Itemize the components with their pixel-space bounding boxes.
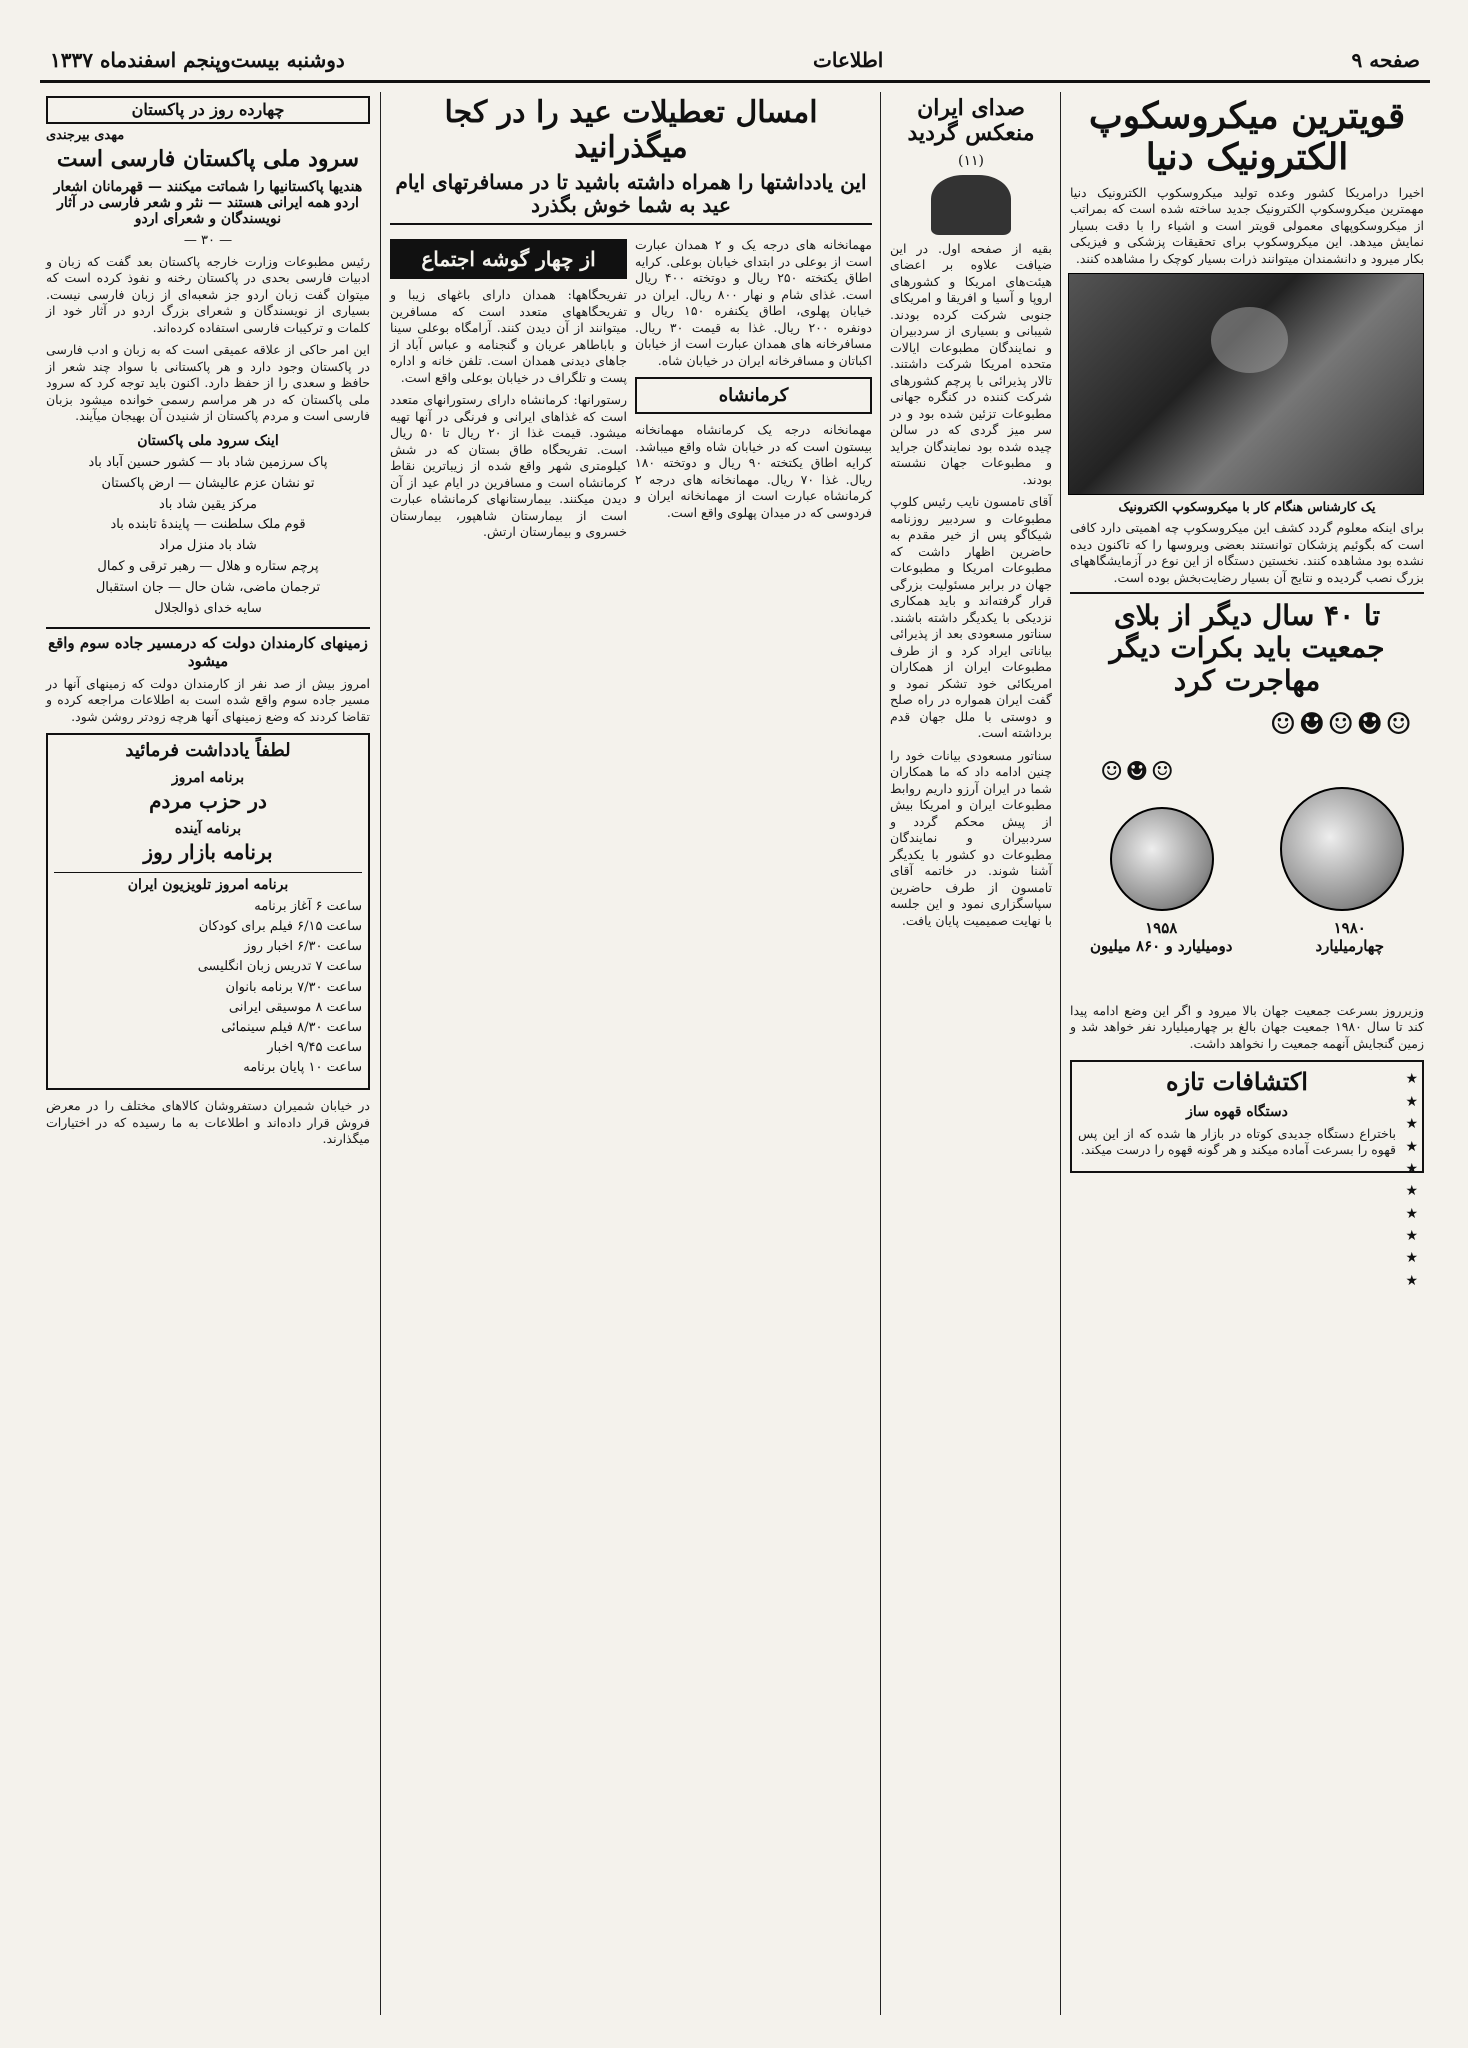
subhead-holidays: این یادداشتها را همراه داشته باشید تا در مسافرتهای ایام عید به شما خوش بگذرد (390, 171, 872, 225)
masthead (40, 40, 1430, 83)
globe-1980-icon (1280, 787, 1404, 911)
program-market: برنامه بازار روز (143, 840, 273, 865)
holidays-columns (390, 231, 872, 547)
year-1980: ۱۹۸۰ (1333, 918, 1366, 937)
people-figures-small-icon: ☺☻☺ (1100, 756, 1176, 787)
label-1980 (1315, 919, 1384, 955)
article-iran-body-2: آقای تامسون نایب رئیس کلوپ مطبوعات و سردبیر روزنامه شیکاگو پس از خیر مقدم به حاضرین اظهار داشت که مطبوعات امریکا و مطبوعات جهان در برابر مسئولیت بزرگی قرار گرفته‌اند و باید همکاری نزدیکی با یکدیگر داشته باشند. سناتور مسعودی بعد از پذیرائی بیاناتی ایراد کرد و از طرف مطبوعات ایران از همکاران امریکائی خود تشکر نمود و گفت ایران همواره در راه صلح و دوستی با ملل جهان قدم برداشته است. (890, 494, 1052, 741)
anthem-text: پاک سرزمین شاد باد — کشور حسین آباد باد تو نشان عزم عالیشان — ارض پاکستان مرکز یقین شاد باد قوم ملک سلطنت — پایندهٔ تابنده باد شاد باد منزل مراد پرچم ستاره و هلال — رهبر ترقی و کمال ترجمان ماضی، شان حال — جان استقبال سایه خدای ذوالجلال (88, 454, 328, 616)
program-party: در حزب مردم (149, 789, 267, 814)
headline-discoveries: اکتشافات تازه (1166, 1067, 1308, 1097)
article-kermanshah-body: مهمانخانه درجه یک کرمانشاه مهمانخانه بیستون است که در خیابان شاه واقع میباشد. کرایه اطاق یکتخته ۹۰ ریال و دوتخته ۱۸۰ ریال. غذا ۷۰ ریال. مهمانخانه های درجه ۲ کرمانشاه عبارت است از مهمانخانه ایران و فردوسی که در میدان پهلوی واقع است. (635, 422, 873, 520)
anthem-title: اینک سرود ملی پاکستان (137, 432, 279, 449)
article-number: — ۳۰ — (183, 232, 233, 248)
notes-box (46, 733, 370, 1090)
headline-population: تا ۴۰ سال دیگر از بلای جمعیت باید بکرات دیگر مهاجرت کرد (1070, 592, 1424, 697)
notes-box-title: لطفاً یادداشت فرمائید (125, 740, 291, 762)
paper-name: اطلاعات (813, 48, 884, 72)
discoveries-box (1070, 1060, 1424, 1289)
article-iran-body: بقیه از صفحه اول. در این ضیافت علاوه بر اعضای هیئت‌های امریکا و کشورهای اروپا و آسیا و افریقا و امریکای جنوبی شرکت کرده بودند. شیبانی و بسیاری از سردبیران و نمایندگان مطبوعات ایالات متحده امریکا شرکت داشتند. تالار پذیرائی با پرچم کشورهای شرکت کننده در کنگره جهانی مطبوعات تزئین شده بود و در سر میز گردی که در سالن چیده شده بود نمایندگان جراید و مطبوعات جهان نشسته بودند. (890, 240, 1052, 487)
column-rule (880, 92, 881, 2015)
column-microscope (1064, 92, 1430, 2015)
program-tv-title: برنامه امروز تلویزیون ایران (54, 872, 362, 893)
article-hamadan-body: مهمانخانه های درجه یک و ۲ همدان عبارت است از بوعلی در ابتدای خیابان بوعلی. کرایه اطاق یکتخته ۲۵۰ ریال و دوتخته ۴۰۰ ریال است. غذای شام و نهار ۸۰۰ ریال. ایران در خیابان پهلوی، اطاق یکنفره ۱۵۰ ریال و دونفره ۲۰۰ ریال. غذا به قیمت ۳۰ ریال. مسافرخانه های همدان عبارت است از خیابان اکباتان و مسافرخانه ایران در خیابان شاه. (635, 237, 873, 368)
list-item: ساعت ۷ تدریس زبان انگلیسی (197, 959, 362, 975)
list-item: ساعت ۶/۱۵ فیلم برای کودکان (198, 919, 362, 935)
headline-iran-voice: صدای ایران منعکس گردید (907, 95, 1035, 147)
article-number: (۱۱) (958, 152, 984, 169)
list-item: ساعت ۸ موسیقی ایرانی (228, 999, 362, 1015)
author-name: مهدی بیرجندی (46, 128, 125, 144)
column-holidays (384, 92, 878, 2015)
column-pakistan (40, 92, 376, 2015)
series-title-pakistan: چهارده روز در پاکستان (46, 96, 370, 124)
article-street-vendors: در خیابان شمیران دستفروشان کالاهای مختلف را در معرض فروش قرار داده‌اند و اطلاعات به ما رسیده که در اختیارات میگذارند. (46, 1098, 370, 1147)
program-next: برنامه آینده (174, 821, 242, 838)
article-coffee-body: باختراع دستگاه جدیدی کوتاه در بازار ها شده که از این پس قهوه را بسرعت آماده میکند و هر گونه قهوه را درست میکند. (1078, 1125, 1396, 1158)
globe-1958-icon (1110, 807, 1214, 911)
headline-pakistan-anthem: سرود ملی پاکستان فارسی است (56, 146, 360, 173)
list-item: ساعت ۶/۳۰ اخبار روز (244, 939, 362, 955)
portrait-icon (931, 175, 1011, 235)
list-item: ساعت ۸/۳۰ فیلم سینمائی (221, 1019, 362, 1035)
list-item: ساعت ۱۰ پایان برنامه (243, 1060, 362, 1076)
list-item: ساعت ۹/۴۵ اخبار (267, 1040, 362, 1056)
people-figures-icon: ☺☻☺☻☺ (1269, 706, 1414, 742)
article-population-body: وزیرروز بسرعت جمعیت جهان بالا میرود و اگر این وضع ادامه پیدا کند تا سال ۱۹۸۰ جمعیت جهان بالغ بر چهارمیلیارد نفر خواهد شد و زمین گنجایش آنهمه جمعیت را نخواهد داشت. (1070, 1002, 1424, 1051)
column-rule (1060, 92, 1061, 2015)
article-pakistan-body: رئیس مطبوعات وزارت خارجه پاکستان بعد گفت که زبان و ادبیات فارسی بحدی در پاکستان رخنه و نفوذ کرده است که میتوان گفت زبان اردو جز شعبه‌ای از زبان فارسی نیست. بسیاری از نویسندگان و شعرای بزرگ اردو در آثار خود از کلمات و ترکیبات فارسی استفاده کرده‌اند. (46, 253, 370, 335)
kermanshah-logo: کرمانشاه (635, 377, 872, 414)
list-item: ساعت ۶ آغاز برنامه (254, 899, 362, 915)
article-pakistan-body-2: این امر حاکی از علاقه عمیقی است که به زبان و ادب فارسی در پاکستان وجود دارد و هر پاکستانی با سواد چند شعر از حافظ و سعدی را از حفظ دارد. اکنون باید توجه کرد که سرود ملی پاکستان که در هر مراسم رسمی خوانده میشود بزبان فارسی است و مردم پاکستان از شنیدن آن بهیجان میآیند. (46, 342, 370, 424)
headline-microscope: قویترین میکروسکوپ الکترونیک دنیا (1088, 95, 1406, 179)
population-1958: دومیلیارد و ۸۶۰ میلیون (1090, 936, 1233, 955)
star-border-icon: ★ ★ ★ ★ ★ ★ ★ ★ ★ ★ (1405, 1071, 1418, 1289)
society-box-title: از چهار گوشه اجتماع (390, 239, 627, 279)
article-iran-body-3: سناتور مسعودی بیانات خود را چنین ادامه داد که ما همکاران شما در ایران آرزو داریم روابط مطبوعات ایران و امریکا بیش از پیش محکم گردد و سردبیران و نمایندگان مطبوعات دو کشور با یکدیگر آشنا شوند. در خاتمه آقای تامسون از طرف حاضرین سپاسگزاری نمود و این جلسه با نهایت صمیمیت پایان یافت. (890, 747, 1052, 928)
microscope-photo (1068, 273, 1424, 495)
population-1980: چهارمیلیارد (1315, 936, 1384, 955)
article-microscope-body: اخیرا درامریکا کشور وعده تولید میکروسکوپ الکترونیک دنیا مهمترین میکروسکوپ الکترونیک جدید ساخته شده است که بمراتب از میکروسکوپهای معمولی قویتر است و اشیاء را با دقت بسیار نمایش میدهد. این میکروسکوپ برای تحقیقات پزشکی و فیزیکی بکار میرود و دانشمندان میتوانند ذرات بسیار کوچک را مشاهده کنند. (1070, 184, 1424, 266)
program-today: برنامه امروز (171, 770, 245, 787)
newspaper-page (40, 40, 1430, 2015)
subhead-coffee-machine: دستگاه قهوه ساز (1186, 1103, 1288, 1120)
article-recreation-body: تفریحگاهها: همدان دارای باغهای زیبا و تفریحگاههای متعدد است که مسافرین میتوانند از آن دیدن کنند. آرامگاه بوعلی سینا و باباطاهر عریان و گنجنامه و عباس آباد از جاهای دیدنی همدان است. تلفن خانه و اداره پست و تلگراف در خیابان بوعلی واقع است. (390, 287, 627, 385)
article-land-body: امروز بیش از صد نفر از کارمندان دولت که زمینهای آنها در مسیر جاده سوم واقع شده است به اطلاعات مراجعه کرده و تقاضا کردند که وضع زمینهای آنها هرچه زودتر روشن شود. (46, 675, 370, 724)
year-1958: ۱۹۵۸ (1145, 918, 1178, 937)
article-microscope-body-2: برای اینکه معلوم گردد کشف این میکروسکوپ چه اهمیتی دارد کافی است که بگوئیم پزشکان توانستند بعضی ویروسها را که تاکنون دیده نشده بود مشاهده کنند. نخستین دستگاه از این نوع در آزمایشگاههای بزرگ نصب گردیده و نتایج آن بسیار رضایت‌بخش بوده است. (1070, 520, 1424, 585)
list-item: ساعت ۷/۳۰ برنامه بانوان (225, 979, 362, 995)
column-rule (380, 92, 381, 2015)
subhead-pakistan: هندیها پاکستانیها را شماتت میکنند — قهرمانان اشعار اردو همه ایرانی هستند — نثر و شعر فارسی در آثار نویسندگان و شعرای اردو (53, 178, 363, 227)
holidays-subcolumn-1 (635, 231, 872, 547)
column-iran-voice (884, 92, 1058, 2015)
headline-holidays: امسال تعطیلات عید را در کجا میگذرانید (444, 95, 818, 165)
tv-program-list (54, 897, 362, 1078)
issue-date: دوشنبه بیست‌وپنجم اسفندماه ۱۳۳۷ (50, 48, 345, 72)
headline-land-plots: زمینهای کارمندان دولت که درمسیر جاده سوم واقع میشود (46, 627, 370, 670)
page-number: صفحه ۹ (1351, 48, 1420, 72)
holidays-subcolumn-2 (390, 231, 627, 547)
label-1958 (1090, 919, 1232, 955)
article-restaurants-body: رستورانها: کرمانشاه دارای رستورانهای متعدد است که غذاهای ایرانی و فرنگی در آنها تهیه میشود. قیمت غذا از ۲۰ ریال تا ۵۰ ریال است. تفریحگاه طاق بستان که در شش کیلومتری شهر واقع شده از زیباترین نقاط کرمانشاه است و مسافرین در ایام عید از آن دیدن میکنند. بیمارستانهای کرمانشاه عبارت است از بیمارستان شاهپور، بیمارستان خسروی و بیمارستان ارتش. (390, 392, 627, 539)
population-illustration (1070, 697, 1424, 997)
photo-caption: یک کارشناس هنگام کار با میکروسکوپ الکترونیک (1118, 499, 1376, 515)
